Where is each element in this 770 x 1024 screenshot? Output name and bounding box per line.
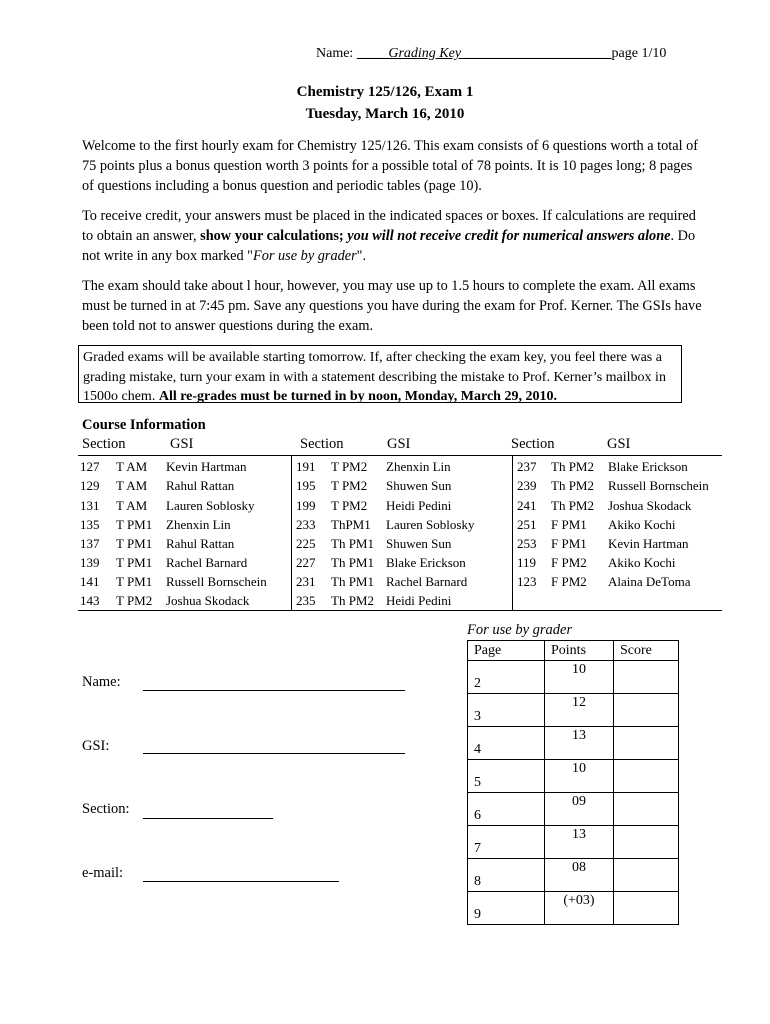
grader-points-cell: 10 [545,661,614,694]
p2-bold: show your calculations; [200,228,344,244]
course-gsi-cell: Zhenxin Lin [166,517,231,532]
p2-text: To receive credit, your answers must be placed in the indicated spaces or boxes. If calculations are required to obtain an answer, [82,208,696,244]
course-gsi-cell: Rachel Barnard [386,574,468,589]
grader-page-cell: 6 [468,793,545,826]
course-num-cell: 143 [80,593,100,608]
grader-page-cell: 9 [468,892,545,925]
gsi-field-label: GSI: [82,738,110,754]
course-gsi-cell: Heidi Pedini [386,498,452,513]
grader-row [468,661,679,694]
grader-page-cell: 4 [468,727,545,760]
notice-text: Graded exams will be available starting tomorrow. If, after checking the exam key, you feel there was a grading mistake, turn your exam in with a statement describing the mistake to Prof. Kerner’s mailbox in 1500o chem. [83,350,666,404]
exam-date: Tuesday, March 16, 2010 [305,106,465,122]
course-time-cell: T PM1 [116,555,153,570]
grader-page-cell: 2 [468,661,545,694]
course-time-cell: T AM [116,498,148,513]
course-num-cell: 191 [296,459,316,474]
intro-paragraph-3: The exam should take about l hour, however, you may use up to 1.5 hours to complete the exam. All exams must be turned in at 7:45 pm. Save any questions you have during the exam for Prof. Kerner. The GSIs have been told not to answer questions during the exam. [82,278,702,334]
course-time-cell: T PM1 [116,574,153,589]
course-gsi-cell: Shuwen Sun [386,478,452,493]
course-gsi-cell: Rahul Rattan [166,536,235,551]
col-header-section-1: Section [82,436,126,452]
grader-row [468,694,679,727]
intro-paragraph-2 [82,206,702,266]
course-num-cell: 127 [80,459,100,474]
notice-deadline: All re-grades must be turned in by noon, Monday, March 29, 2010. [158,389,557,404]
grader-points-cell: 08 [545,859,614,892]
course-num-cell: 131 [80,498,100,513]
course-time-cell: F PM2 [551,555,587,570]
course-num-cell: 241 [517,498,537,513]
course-time-cell: F PM1 [551,517,587,532]
course-num-cell: 195 [296,478,316,493]
course-gsi-cell: Joshua Skodack [608,498,692,513]
course-num-cell: 251 [517,517,537,532]
course-gsi-cell: Akiko Kochi [608,517,676,532]
col-header-section-2: Section [300,436,344,452]
course-gsi-cell: Alaina DeToma [608,574,691,589]
course-time-cell: T PM1 [116,517,153,532]
grader-score-cell[interactable] [614,727,679,760]
course-num-cell: 199 [296,498,316,513]
grader-points-cell: 13 [545,727,614,760]
grader-points-cell: 12 [545,694,614,727]
regrade-notice-box [78,345,682,403]
grader-points-cell: 13 [545,826,614,859]
grader-score-cell[interactable] [614,892,679,925]
col-header-section-3: Section [511,436,555,452]
course-gsi-cell: Lauren Soblosky [386,517,475,532]
gsi-field[interactable] [143,753,405,754]
exam-title: Chemistry 125/126, Exam 1 [296,84,474,100]
course-gsi-cell: Lauren Soblosky [166,498,255,513]
grader-header-points: Points [545,641,614,661]
course-gsi-cell: Akiko Kochi [608,555,676,570]
course-time-cell: F PM1 [551,536,587,551]
column-divider [291,456,292,610]
col-header-gsi-1: GSI [170,436,194,452]
course-num-cell: 139 [80,555,100,570]
grader-row [468,727,679,760]
grader-page-cell: 8 [468,859,545,892]
course-gsi-cell: Kevin Hartman [608,536,689,551]
course-time-cell: F PM2 [551,574,587,589]
course-time-cell: Th PM2 [551,459,594,474]
grader-row [468,793,679,826]
intro-paragraph-1: Welcome to the first hourly exam for Chemistry 125/126. This exam consists of 6 questions worth a total of 75 points plus a bonus question worth 3 points for a possible total of 78 points. It is 10 pages long; 8 pages of questions including a bonus question and periodic tables (page 10). [82,138,699,194]
grading-key-value: Grading Key [388,46,462,61]
grader-header-score: Score [614,641,679,661]
grader-body [468,661,679,925]
course-time-cell: T AM [116,459,148,474]
course-time-cell: Th PM1 [331,555,374,570]
grader-score-cell[interactable] [614,859,679,892]
col-header-gsi-3: GSI [607,436,631,452]
course-gsi-cell: Joshua Skodack [166,593,250,608]
course-num-cell: 141 [80,574,100,589]
column-divider [512,456,513,610]
course-gsi-cell: Rahul Rattan [166,478,235,493]
course-gsi-cell: Rachel Barnard [166,555,248,570]
course-time-cell: Th PM1 [331,536,374,551]
course-time-cell: T PM2 [331,478,368,493]
grader-table [467,640,679,925]
course-num-cell: 137 [80,536,100,551]
col-header-gsi-2: GSI [387,436,411,452]
course-time-cell: T AM [116,478,148,493]
course-time-cell: ThPM1 [331,517,371,532]
course-time-cell: Th PM1 [331,574,374,589]
grader-row [468,826,679,859]
course-num-cell: 237 [517,459,537,474]
course-gsi-cell: Russell Bornschein [608,478,709,493]
p2-text-2: . Do not write in any box marked " [82,228,696,264]
grader-page-cell: 5 [468,760,545,793]
course-gsi-cell: Shuwen Sun [386,536,452,551]
grader-row [468,760,679,793]
course-info-heading: Course Information [82,417,206,433]
course-gsi-cell: Russell Bornschein [166,574,267,589]
grader-score-cell[interactable] [614,760,679,793]
grader-score-cell[interactable] [614,826,679,859]
course-gsi-cell: Zhenxin Lin [386,459,451,474]
grader-points-cell: (+03) [545,892,614,925]
grader-score-cell[interactable] [614,793,679,826]
course-num-cell: 253 [517,536,537,551]
grader-page-cell: 3 [468,694,545,727]
course-time-cell: Th PM2 [551,478,594,493]
course-num-cell: 227 [296,555,316,570]
grader-score-cell[interactable] [614,661,679,694]
course-gsi-cell: Blake Erickson [608,459,688,474]
course-num-cell: 135 [80,517,100,532]
grader-points-cell: 09 [545,793,614,826]
email-field[interactable] [143,881,339,882]
grader-row [468,859,679,892]
course-gsi-cell: Kevin Hartman [166,459,247,474]
section-field[interactable] [143,818,273,819]
page-number: page 1/10 [611,46,667,61]
course-num-cell: 119 [517,555,537,570]
name-field-label: Name: [82,674,121,690]
course-time-cell: T PM2 [116,593,153,608]
grader-caption: For use by grader [467,622,573,638]
p2-text-3: ". [356,248,367,264]
course-gsi-cell: Heidi Pedini [386,593,452,608]
grader-points-cell: 10 [545,760,614,793]
course-num-cell: 129 [80,478,100,493]
grader-header-page: Page [468,641,545,661]
p2-italic: For use by grader [253,248,357,264]
grader-page-cell: 7 [468,826,545,859]
course-num-cell: 123 [517,574,537,589]
course-time-cell: T PM2 [331,498,368,513]
name-label: Name: [316,46,354,61]
course-time-cell: Th PM2 [551,498,594,513]
grader-row [468,892,679,925]
course-gsi-cell: Blake Erickson [386,555,466,570]
course-num-cell: 225 [296,536,316,551]
section-field-label: Section: [82,801,130,817]
course-time-cell: Th PM2 [331,593,374,608]
name-field[interactable] [143,690,405,691]
p2-bold-italic: you will not receive credit for numerical answers alone [343,228,671,244]
header-line: Name: ____Grading Key _____________________page 1/10 [316,46,667,61]
course-num-cell: 235 [296,593,316,608]
course-time-cell: T PM2 [331,459,368,474]
grader-score-cell[interactable] [614,694,679,727]
course-time-cell: T PM1 [116,536,153,551]
course-num-cell: 239 [517,478,537,493]
course-table [78,455,722,611]
course-num-cell: 233 [296,517,316,532]
email-field-label: e-mail: [82,865,124,881]
course-num-cell: 231 [296,574,316,589]
